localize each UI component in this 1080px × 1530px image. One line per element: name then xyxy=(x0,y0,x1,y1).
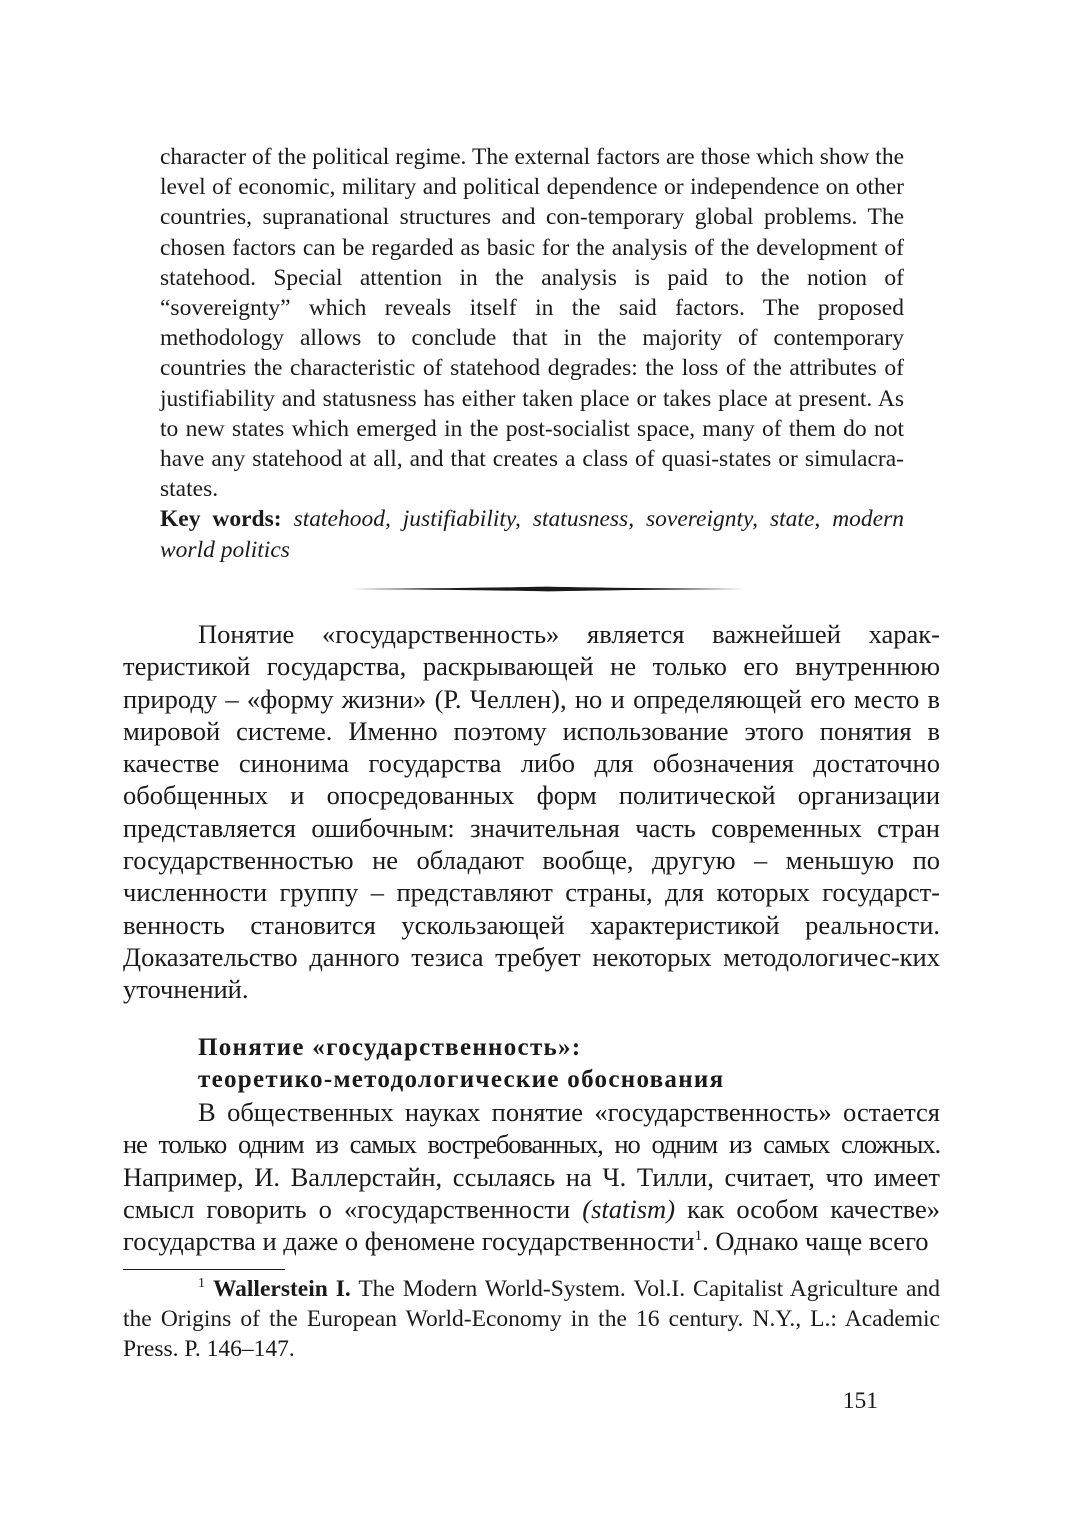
footnote-text xyxy=(123,1274,940,1364)
english-abstract xyxy=(160,142,904,565)
section-text-5: . Однако чаще всего xyxy=(702,1226,929,1257)
intro-paragraph: Понятие «государственность» является важнейшей харак-теристикой государства, раскрывающей не только его внутреннюю природу – «форму жизни» (Р. Челлен), но и определяющей его место в мировой системе. Именно поэтому использование этого понятия в качестве синонима государства либо для обозначения достаточно обобщенных и опосредованных форм политической организации представляется ошибочным: значительная часть современных стран государственностью не обладают вообще, другую – меньшую по численности группу – представляют страны, для которых государст-венность становится ускользающей характеристикой реальности. Доказательство данного тезиса требует некоторых методологичес-ких уточнений. xyxy=(123,619,940,1005)
keywords-label: Key words: xyxy=(160,506,282,533)
keywords-line xyxy=(160,504,904,564)
abstract-text: character of the political regime. The external factors are those which show the level of economic, military and political dependence or independence on other countries, supranational structures and con-temporary global problems. The chosen factors can be regarded as basic for the analysis of the development of statehood. Special attention in the analysis is paid to the notion of “sovereignty” which reveals itself in the said factors. The proposed methodology allows to conclude that in the majority of contemporary countries the characteristic of statehood degrades: the loss of the attributes of justifiability and statusness has either taken place or takes place at present. As to new states which emerged in the post-socialist space, many of them do not have any statehood at all, and that creates a class of quasi-states or simulacra-states. xyxy=(160,144,904,503)
section-divider xyxy=(350,586,745,592)
footnote-separator xyxy=(123,1269,285,1270)
page-number: 151 xyxy=(842,1388,878,1414)
section-text-2: не только одним из самых востребованных, но одним из самых сложных. xyxy=(123,1129,940,1160)
section-text-3: Например, И. Валлерстайн, ссылаясь на Ч. Тилли, считает, что имеет смысл говорить о «государственности xyxy=(123,1161,940,1224)
keywords-list: statehood, justifiability, statusness, sovereignty, state, modern world politics xyxy=(160,506,905,563)
section-body xyxy=(123,1096,940,1257)
section-heading xyxy=(198,1032,940,1096)
section-heading-line-2: теоретико-методологические обоснования xyxy=(198,1066,725,1093)
footnote-author: Wallerstein I. xyxy=(212,1276,351,1302)
section-italic-term: (statism) xyxy=(582,1193,676,1224)
footnote-number: 1 xyxy=(198,1276,205,1292)
section-text-4: как особом качестве» государства и даже о феномене государственности xyxy=(123,1193,941,1257)
intro-section xyxy=(123,618,940,1006)
footnote-citation: The Modern World-System. Vol.I. Capitalist Agriculture and the Origins of the European World-Economy in the 16 century. N.Y., L.: Academic Press. P. 146–147. xyxy=(123,1276,940,1362)
section-paragraph xyxy=(123,1096,940,1257)
section-text-1: В общественных науках понятие «государственность» остается xyxy=(198,1097,940,1127)
footnote-reference[interactable]: 1 xyxy=(694,1228,703,1245)
section-heading-line-1: Понятие «государственность»: xyxy=(198,1034,582,1061)
footnote xyxy=(123,1274,940,1364)
